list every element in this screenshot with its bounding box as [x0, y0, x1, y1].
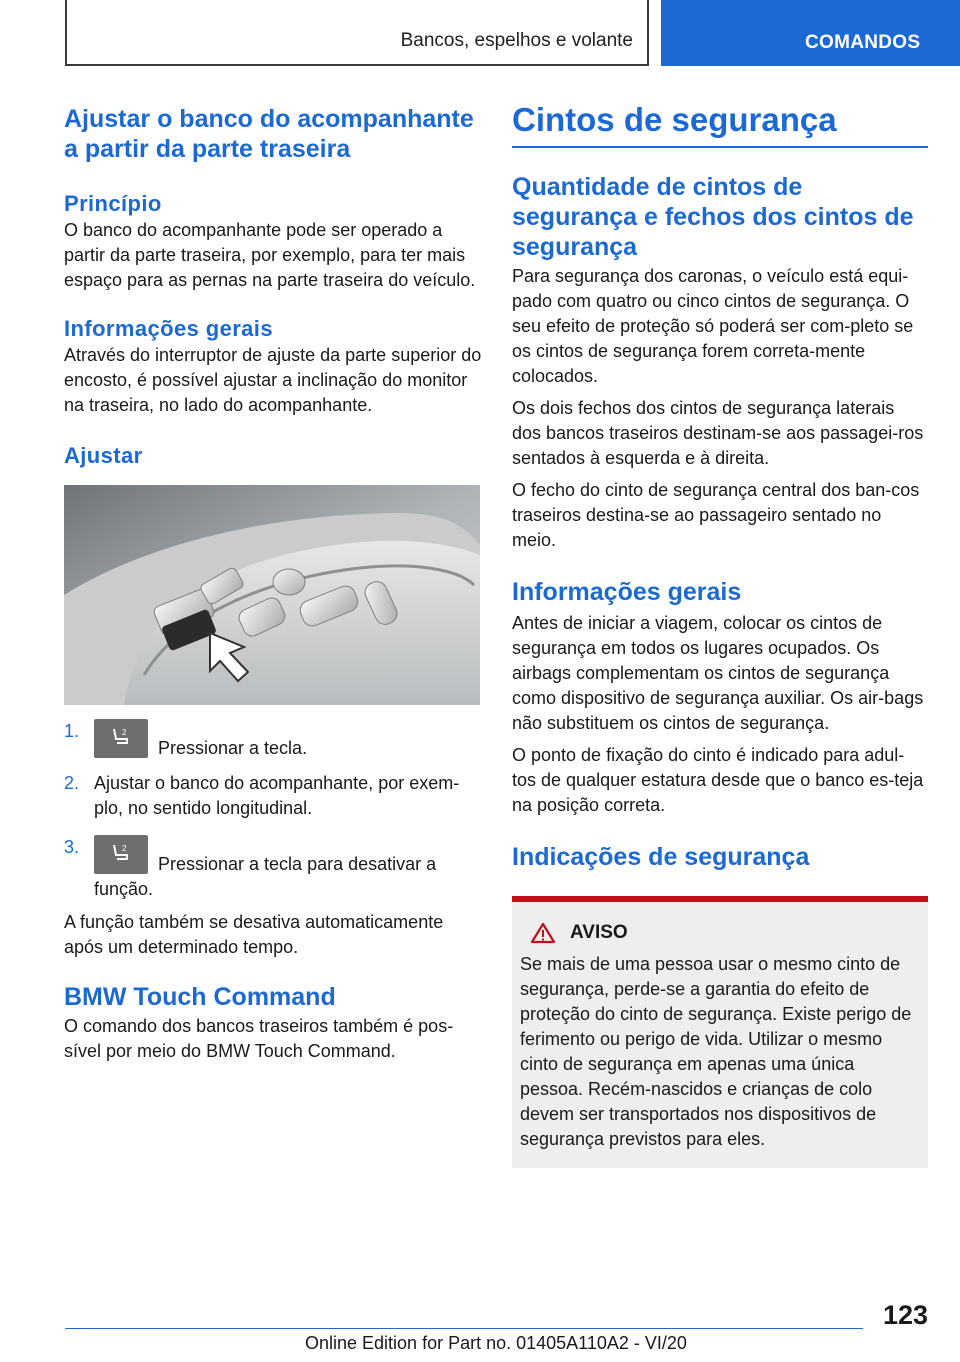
step-1-text: Pressionar a tecla.: [158, 738, 308, 758]
subheading-adjust: Ajustar: [64, 443, 143, 468]
general-info-text: Através do interruptor de ajuste da parte superior do encosto, é possível ajustar a inclinação do monitor na traseira, no lado do acompanhante.: [64, 345, 482, 415]
header-chapter-label: COMANDOS: [805, 32, 921, 53]
header-section-title: Bancos, espelhos e volante: [400, 30, 633, 51]
step-2-text: Ajustar o banco do acompanhante, por exem-plo, no sentido longitudinal.: [94, 773, 460, 818]
warning-text: Se mais de uma pessoa usar o mesmo cinto de segurança, perde-se a garantia do efeito de proteção do cinto de segurança. Existe perigo de ferimento ou perigo de vida. Utilizar o mesmo cinto de segurança em apenas uma única pessoa. Recém-nascidos e crianças de colo devem ser transportados nos dispositivos de segurança previstos para eles.: [520, 954, 912, 1149]
right-column: [512, 100, 928, 1168]
section-heading-belt-quantity: Quantidade de cintos de segurança e fechos dos cintos de segurança: [512, 173, 914, 261]
principle-text: O banco do acompanhante pode ser operado a partir da parte traseira, por exemplo, para ter mais espaço para as pernas na parte traseira do veículo.: [64, 220, 476, 290]
svg-text:2: 2: [122, 844, 127, 853]
footer-divider: [65, 1328, 863, 1329]
section-heading-general-info: Informações gerais: [512, 578, 742, 606]
step-3-text: Pressionar a tecla para desativar a função.: [94, 854, 437, 899]
auto-off-text: A função também se desativa automaticamente após um determinado tempo.: [64, 912, 444, 957]
warning-header: [530, 922, 920, 944]
step-2: [64, 771, 482, 821]
header-section-box: [65, 0, 649, 66]
chapter-heading-seatbelts: Cintos de segurança: [512, 100, 928, 148]
step-1-number: 1.: [64, 721, 80, 741]
svg-text:2: 2: [122, 728, 127, 737]
warning-triangle-icon: [530, 922, 556, 944]
belt-quantity-text-1: Para segurança dos caronas, o veículo está equi-pado com quatro ou cinco cintos de segurança. O seu efeito de proteção só poderá ser com-pleto se os cintos de segurança forem correta-mente colocados.: [512, 266, 914, 386]
belt-quantity-text-2: Os dois fechos dos cintos de segurança laterais dos bancos traseiros destinam-se aos passagei-ros sentados à esquerda e à direita.: [512, 398, 924, 468]
warning-label: AVISO: [570, 922, 628, 943]
warning-box: [512, 896, 928, 1168]
subheading-principle: Princípio: [64, 191, 162, 216]
left-column: [64, 100, 482, 1064]
general-info-text-2: O ponto de fixação do cinto é indicado para adul-tos de qualquer estatura desde que o banco es-teja na posição correta.: [512, 745, 924, 815]
step-1: [64, 719, 482, 761]
section-heading-touch-command: BMW Touch Command: [64, 983, 336, 1011]
page-number: 123: [882, 1300, 928, 1330]
section-heading-adjust-seat: Ajustar o banco do acompanhante a partir da parte traseira: [64, 105, 474, 163]
footer-edition: Online Edition for Part no. 01405A110A2 - VI/20: [305, 1333, 687, 1353]
seat-button-icon: [94, 719, 148, 758]
seat-controls-photo: [64, 485, 480, 705]
touch-command-text: O comando dos bancos traseiros também é pos-sível por meio do BMW Touch Command.: [64, 1016, 454, 1061]
subheading-general-info: Informações gerais: [64, 316, 273, 341]
header-chapter-tab: [661, 0, 960, 66]
seat-button-icon: [94, 835, 148, 874]
step-3-number: 3.: [64, 837, 80, 857]
section-heading-safety: Indicações de segurança: [512, 843, 810, 871]
step-3: [64, 835, 482, 902]
belt-quantity-text-3: O fecho do cinto de segurança central dos ban-cos traseiros destina-se ao passageiro sentado no meio.: [512, 480, 920, 550]
step-2-number: 2.: [64, 773, 80, 793]
general-info-text-1: Antes de iniciar a viagem, colocar os cintos de segurança em todos os lugares ocupados. Os airbags complementam os cintos de segurança como dispositivo de segurança auxiliar. Os air-bags não substituem os cintos de segurança.: [512, 613, 924, 733]
